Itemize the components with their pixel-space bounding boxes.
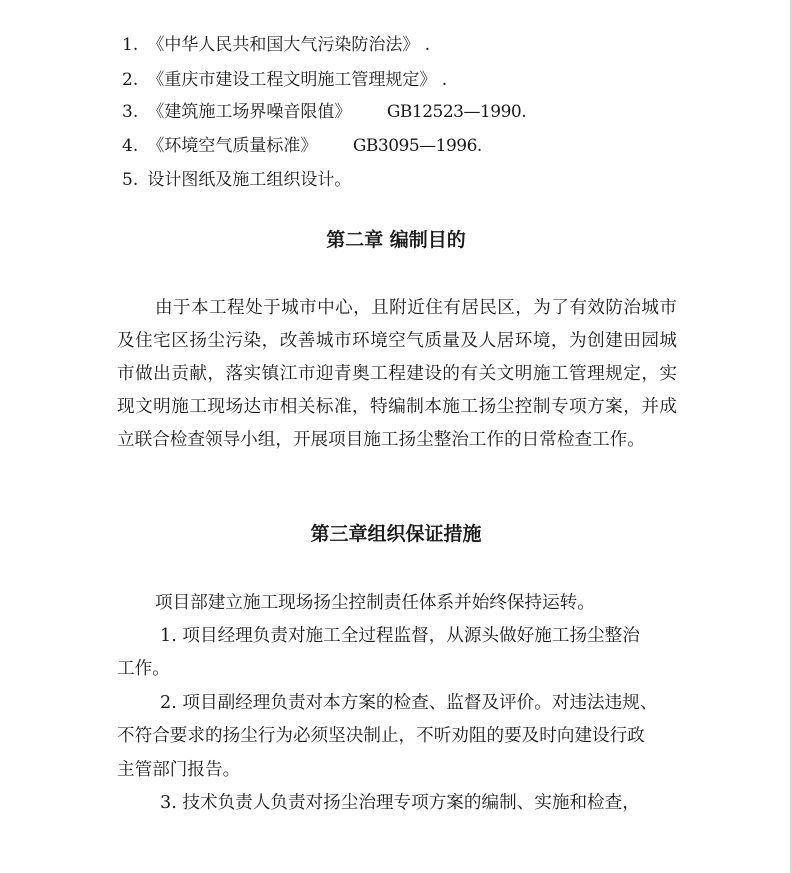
- reference-text: 《重庆市建设工程文明施工管理规定》 .: [147, 70, 448, 90]
- chapter-2-title: 第二章 编制目的: [326, 229, 466, 251]
- reference-item-4: [122, 135, 482, 157]
- reference-number: 3.: [122, 102, 139, 122]
- reference-text: 设计图纸及施工组织设计。: [147, 170, 352, 190]
- chapter-2-paragraph: 由于本工程处于城市中心，且附近住有居民区，为了有效防治城市及住宅区扬尘污染，改善城市环境空气质量及人居环境，为创建田园城市做出贡献，落实镇江市迎青奥工程建设的有关文明施工管理规定，实现文明施工现场达市相关标准，特编制本施工扬尘控制专项方案，并成立联合检查领导小组，开展项目施工扬尘整治工作的日常检查工作。: [117, 298, 677, 450]
- chapter-3-title: 第三章组织保证措施: [310, 523, 482, 545]
- duty-item-3-line-1: 3. 技术负责人负责对扬尘治理专项方案的编制、实施和检查，: [160, 793, 640, 813]
- reference-number: 5.: [122, 170, 139, 190]
- chapter-3-intro: 项目部建立施工现场扬尘控制责任体系并始终保持运转。: [155, 593, 595, 613]
- reference-item-2: [122, 69, 447, 91]
- duty-item-1-line-2: 工作。: [117, 659, 170, 679]
- duty-item-1-line-1: 1. 项目经理负责对施工全过程监督，从源头做好施工扬尘整治: [160, 626, 640, 646]
- duty-item-2-line-1: 2. 项目副经理负责对本方案的检查、监督及评价。对违法违规、: [160, 693, 658, 713]
- reference-number: 2.: [122, 70, 139, 90]
- reference-item-3: [122, 101, 526, 123]
- reference-number: 4.: [122, 136, 139, 156]
- reference-number: 1.: [122, 35, 139, 55]
- reference-text: 《环境空气质量标准》: [147, 136, 318, 156]
- duty-item-2-line-2: 不符合要求的扬尘行为必须坚决制止，不听劝阻的要及时向建设行政: [117, 726, 645, 746]
- reference-text: 《建筑施工场界噪音限值》: [147, 102, 352, 122]
- reference-standard-code: GB3095—1996.: [352, 136, 482, 156]
- reference-standard-code: GB12523—1990.: [386, 102, 527, 122]
- reference-item-5: [122, 169, 351, 191]
- reference-item-1: [122, 34, 430, 56]
- reference-text: 《中华人民共和国大气污染防治法》 .: [147, 35, 431, 55]
- duty-item-2-line-3: 主管部门报告。: [117, 760, 241, 780]
